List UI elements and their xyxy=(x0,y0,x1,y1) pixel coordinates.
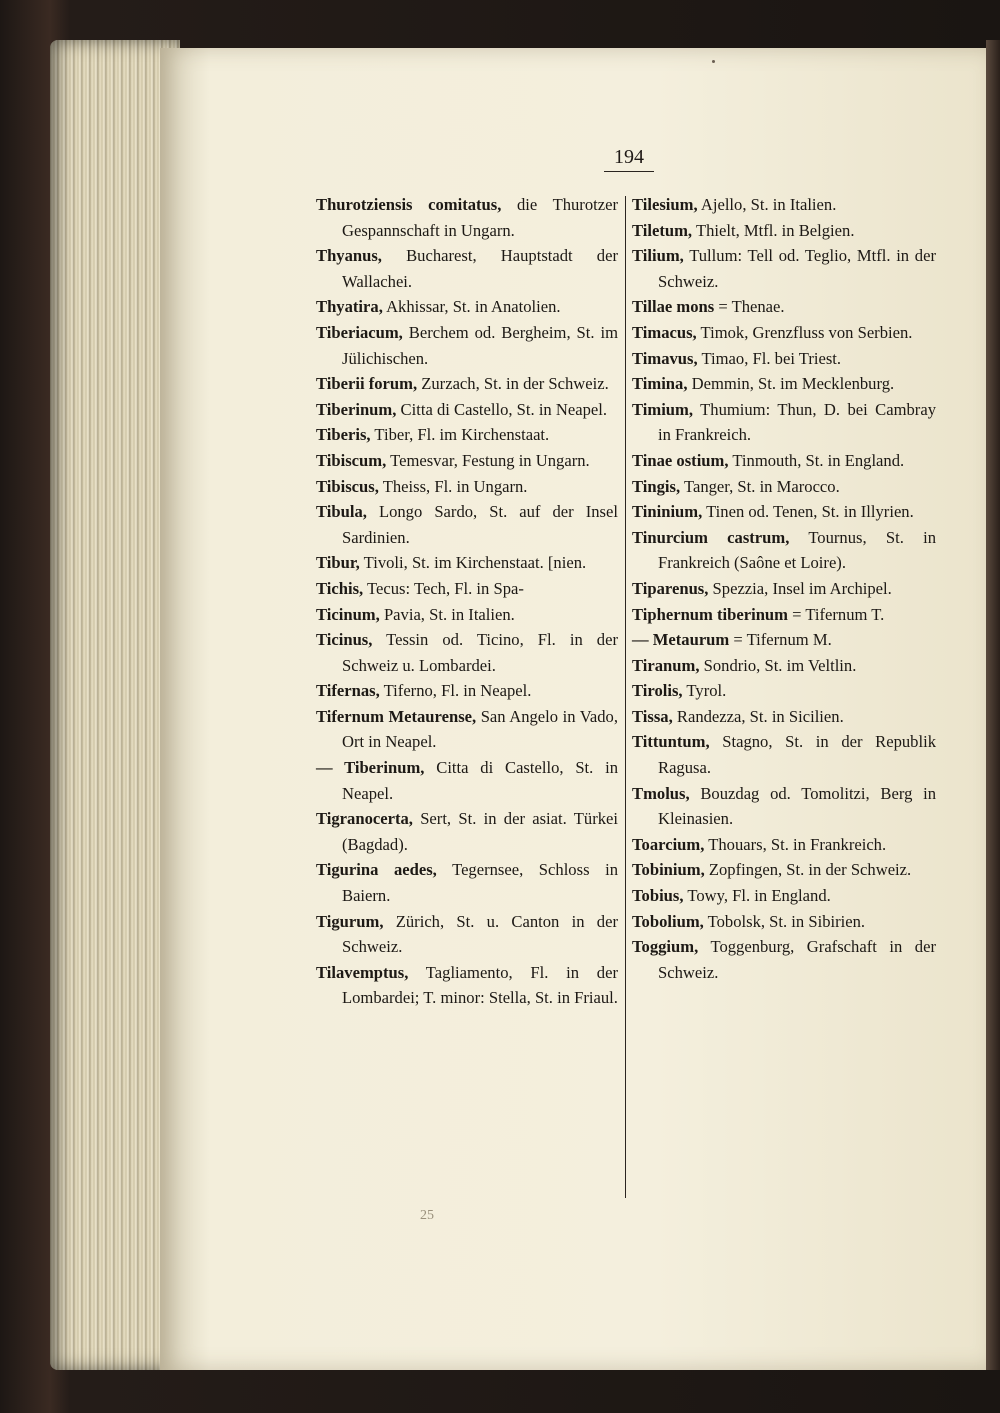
dictionary-entry xyxy=(632,192,936,218)
entry-headword: Tingis, xyxy=(632,476,681,496)
ink-speck xyxy=(712,60,715,63)
dictionary-entry xyxy=(316,550,618,576)
dictionary-entry xyxy=(316,320,618,371)
page-number: 194 xyxy=(604,146,654,172)
entry-definition: Toggenburg, Grafschaft in der Schweiz. xyxy=(658,937,936,982)
dictionary-entry xyxy=(316,448,618,474)
entry-definition: Tinen od. Tenen, St. in Illyrien. xyxy=(702,502,914,522)
dictionary-entry xyxy=(632,320,936,346)
entry-definition: Timok, Grenzfluss von Serbien. xyxy=(696,322,913,342)
dictionary-entry xyxy=(632,729,936,780)
dictionary-entry xyxy=(632,576,936,602)
entry-definition: Tullum: Tell od. Teglio, Mtfl. in der Schweiz. xyxy=(658,246,936,291)
entry-definition: Tanger, St. in Marocco. xyxy=(680,476,840,496)
dictionary-entry xyxy=(632,602,936,628)
entry-headword: Timavus, xyxy=(632,348,698,368)
entry-definition: Stagno, St. in der Republik Ragusa. xyxy=(658,732,936,778)
entry-definition: San Angelo in Vado, Ort in Neapel. xyxy=(342,706,618,752)
entry-definition: Tinmouth, St. in England. xyxy=(728,450,905,470)
entry-definition: = Tifernum M. xyxy=(729,630,832,650)
dictionary-entry xyxy=(632,525,936,576)
entry-definition: Tessin od. Ticino, Fl. in der Schweiz u. Lombardei. xyxy=(342,630,618,675)
entry-definition: Thouars, St. in Frankreich. xyxy=(704,834,887,854)
dictionary-entry xyxy=(632,934,936,985)
dictionary-entry xyxy=(316,243,618,294)
dictionary-entry xyxy=(316,602,618,628)
entry-headword: — Tiberinum, xyxy=(316,758,425,778)
entry-headword: Thyanus, xyxy=(316,246,382,266)
dictionary-entry xyxy=(632,678,936,704)
entry-headword: Tibiscus, xyxy=(316,476,379,496)
entry-headword: — Metaurum xyxy=(632,630,730,650)
entry-headword: Tigranocerta, xyxy=(316,809,413,829)
entry-definition: Tiber, Fl. im Kirchenstaat. xyxy=(370,425,550,445)
dictionary-entry xyxy=(316,960,618,1011)
entry-headword: Tifernas, xyxy=(316,681,380,701)
dictionary-entry xyxy=(632,909,936,935)
dictionary-entry xyxy=(632,243,936,294)
dictionary-entry xyxy=(632,294,936,320)
dictionary-entry xyxy=(632,448,936,474)
entry-definition: Bouzdag od. Tomolitzi, Berg in Kleinasien. xyxy=(658,783,936,829)
entry-headword: Tibula, xyxy=(316,502,367,522)
entry-definition: Zopfingen, St. in der Schweiz. xyxy=(704,860,912,880)
entry-definition: Temesvar, Festung in Ungarn. xyxy=(386,450,590,470)
dictionary-entry xyxy=(316,474,618,500)
dictionary-entry xyxy=(316,576,618,602)
entry-definition: Zürich, St. u. Canton in der Schweiz. xyxy=(342,911,618,957)
dictionary-entry xyxy=(632,499,936,525)
dictionary-entry xyxy=(632,397,936,448)
dictionary-entry xyxy=(632,857,936,883)
entry-definition: Tiferno, Fl. in Neapel. xyxy=(379,681,532,701)
entry-definition: Berchem od. Bergheim, St. im Jülichischen. xyxy=(342,322,618,368)
entry-headword: Tiletum, xyxy=(632,220,693,240)
dictionary-entry xyxy=(632,832,936,858)
entry-definition: Spezzia, Insel im Archipel. xyxy=(708,578,892,598)
entry-definition: Tagliamento, Fl. in der Lombardei; T. minor: Stella, St. in Friaul. xyxy=(342,962,618,1008)
entry-headword: Toggium, xyxy=(632,937,699,957)
entry-headword: Tissa, xyxy=(632,706,673,726)
entry-headword: Tibur, xyxy=(316,553,360,573)
entry-headword: Ticinum, xyxy=(316,604,380,624)
entry-headword: Timina, xyxy=(632,374,688,394)
entry-headword: Tiphernum tiberinum xyxy=(632,604,788,624)
entry-headword: Tinurcium castrum, xyxy=(632,527,790,547)
entry-headword: Tilavemptus, xyxy=(316,962,409,982)
dictionary-entry xyxy=(316,704,618,755)
signature-mark: 25 xyxy=(420,1208,434,1223)
entry-headword: Tiberinum, xyxy=(316,399,397,419)
entry-definition: = Tifernum T. xyxy=(787,604,885,624)
entry-headword: Tigurina aedes, xyxy=(316,860,437,880)
entry-headword: Ticinus, xyxy=(316,630,373,650)
dictionary-entry xyxy=(632,653,936,679)
dictionary-entry xyxy=(632,883,936,909)
entry-headword: Tittuntum, xyxy=(632,732,710,752)
right-column xyxy=(632,192,936,985)
entry-definition: Tournus, St. in Frankreich (Saône et Loire). xyxy=(658,527,936,573)
entry-definition: Pavia, St. in Italien. xyxy=(379,604,515,624)
dictionary-entry xyxy=(632,218,936,244)
entry-definition: Citta di Castello, St. in Neapel. xyxy=(396,399,608,419)
cover-edge xyxy=(986,40,1000,1370)
entry-definition: die Thurotzer Gespannschaft in Ungarn. xyxy=(342,195,618,240)
dictionary-entry xyxy=(316,192,618,243)
dictionary-entry xyxy=(632,627,936,653)
entry-definition: Tegernsee, Schloss in Baiern. xyxy=(342,860,618,906)
dictionary-entry xyxy=(316,422,618,448)
entry-definition: Sondrio, St. im Veltlin. xyxy=(699,655,857,675)
entry-headword: Toarcium, xyxy=(632,834,705,854)
dictionary-entry xyxy=(316,678,618,704)
entry-headword: Timium, xyxy=(632,399,694,419)
entry-headword: Tigurum, xyxy=(316,911,384,931)
left-column xyxy=(316,192,618,1011)
entry-headword: Tiberiacum, xyxy=(316,322,403,342)
entry-headword: Tobolium, xyxy=(632,911,704,931)
dictionary-entry xyxy=(316,857,618,908)
entry-headword: Tininium, xyxy=(632,502,703,522)
dictionary-entry xyxy=(632,371,936,397)
entry-headword: Tilium, xyxy=(632,246,684,266)
entry-headword: Tiparenus, xyxy=(632,578,709,598)
entry-definition: Tecus: Tech, Fl. in Spa- xyxy=(363,578,524,598)
entry-definition: Akhissar, St. in Anatolien. xyxy=(382,297,561,317)
dictionary-entry xyxy=(632,704,936,730)
entry-definition: Timao, Fl. bei Triest. xyxy=(697,348,842,368)
dictionary-entry xyxy=(316,909,618,960)
dictionary-entry xyxy=(632,781,936,832)
entry-definition: Towy, Fl. in England. xyxy=(683,886,831,906)
entry-definition: Thielt, Mtfl. in Belgien. xyxy=(692,220,855,240)
dictionary-entry xyxy=(316,294,618,320)
dictionary-entry xyxy=(316,755,618,806)
entry-headword: Tilesium, xyxy=(632,195,698,214)
entry-definition: Demmin, St. im Mecklenburg. xyxy=(687,374,895,394)
entry-headword: Thurotziensis comitatus, xyxy=(316,195,502,214)
entry-headword: Tmolus, xyxy=(632,783,690,803)
entry-headword: Thyatira, xyxy=(316,297,383,317)
dictionary-entry xyxy=(316,397,618,423)
entry-headword: Timacus, xyxy=(632,322,697,342)
entry-definition: Ajello, St. in Italien. xyxy=(697,195,837,214)
entry-headword: Tiberii forum, xyxy=(316,374,418,394)
dictionary-entry xyxy=(632,474,936,500)
dictionary-entry xyxy=(316,806,618,857)
entry-definition: Thumium: Thun, D. bei Cambray in Frankreich. xyxy=(658,399,936,445)
dictionary-entry xyxy=(316,627,618,678)
entry-headword: Tichis, xyxy=(316,578,364,598)
entry-headword: Tibiscum, xyxy=(316,450,387,470)
entry-definition: = Thenae. xyxy=(714,297,785,317)
entry-headword: Tirolis, xyxy=(632,681,683,701)
entry-definition: Citta di Castello, St. in Neapel. xyxy=(342,758,618,803)
dictionary-entry xyxy=(632,346,936,372)
entry-headword: Tobius, xyxy=(632,886,684,906)
entry-headword: Tobinium, xyxy=(632,860,705,880)
entry-headword: Tillae mons xyxy=(632,297,715,317)
entry-headword: Tifernum Metaurense, xyxy=(316,706,477,726)
entry-definition: Longo Sardo, St. auf der Insel Sardinien. xyxy=(342,502,618,547)
entry-definition: Bucharest, Hauptstadt der Wallachei. xyxy=(342,246,618,291)
entry-definition: Zurzach, St. in der Schweiz. xyxy=(417,374,609,394)
dictionary-entry xyxy=(316,371,618,397)
entry-definition: Tivoli, St. im Kirchenstaat. [nien. xyxy=(359,553,587,573)
entry-definition: Randezza, St. in Sicilien. xyxy=(672,706,844,726)
entry-definition: Tyrol. xyxy=(682,681,727,701)
entry-headword: Tiranum, xyxy=(632,655,700,675)
entry-headword: Tinae ostium, xyxy=(632,450,729,470)
entry-definition: Tobolsk, St. in Sibirien. xyxy=(703,911,866,931)
entry-definition: Sert, St. in der asiat. Türkei (Bagdad). xyxy=(342,809,618,854)
dictionary-entry xyxy=(316,499,618,550)
entry-definition: Theiss, Fl. in Ungarn. xyxy=(378,476,528,496)
entry-headword: Tiberis, xyxy=(316,425,371,445)
column-divider xyxy=(625,196,626,1198)
